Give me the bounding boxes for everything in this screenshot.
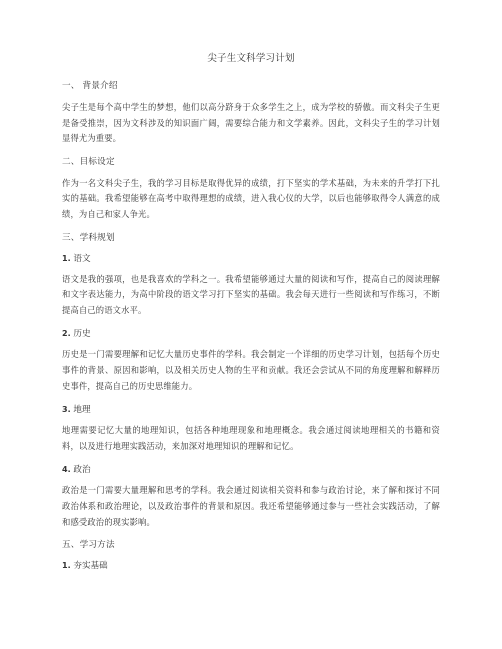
document-title: 尖子生文科学习计划: [207, 53, 295, 64]
method-heading-foundation: [62, 559, 440, 573]
section-paragraph-goals: 作为一名文科尖子生，我的学习目标是取得优异的成绩，打下坚实的学术基础，为未来的升学打下扎实的基础。我希望能够在高考中取得理想的成绩，进入我心仪的大学，以后也能够取得令人满意的成绩，为自己和家人争光。: [62, 177, 440, 219]
subject-heading-chinese: [62, 252, 440, 266]
subject-number: 3.: [62, 405, 71, 415]
subject-heading-history: [62, 327, 440, 341]
subject-paragraph-history: 历史是一门需要理解和记忆大量历史事件的学科。我会制定一个详细的历史学习计划，包括每个历史事件的背景、原因和影响，以及相关历史人物的生平和贡献。我还会尝试从不同的角度理解和解释历史事件，提高自己的历史思维能力。: [62, 349, 440, 391]
subject-heading-geography: [62, 403, 440, 417]
section-heading-subject-plan: 三、学科规划: [62, 232, 115, 243]
method-number: 1.: [62, 561, 71, 571]
subject-paragraph-chinese: 语文是我的强项，也是我喜欢的学科之一。我希望能够通过大量的阅读和写作，提高自己的阅读理解和文字表达能力，为高中阶段的语文学习打下坚实的基础。我会每天进行一些阅读和写作练习，不断提高自己的语文水平。: [62, 273, 440, 315]
subject-heading-politics: [62, 463, 440, 477]
subject-number: 1.: [62, 253, 71, 263]
section-heading-goals: 二、目标设定: [62, 156, 115, 167]
method-name: 夯实基础: [73, 561, 108, 572]
subject-number: 4.: [62, 465, 71, 475]
subject-name: 地理: [73, 405, 91, 416]
subject-name: 语文: [73, 253, 91, 264]
subject-paragraph-politics: 政治是一门需要大量理解和思考的学科。我会通过阅读相关资料和参与政治讨论，来了解和探讨不同政治体系和政治理论，以及政治事件的背景和原因。我还希望能够通过参与一些社会实践活动，了解和感受政治的现实影响。: [62, 485, 440, 527]
subject-paragraph-geography: 地理需要记忆大量的地理知识，包括各种地理现象和地理概念。我会通过阅读地理相关的书籍和资料，以及进行地理实践活动，来加深对地理知识的理解和记忆。: [62, 425, 440, 451]
document-page: [62, 52, 440, 579]
section-heading-study-methods: 五、学习方法: [62, 540, 115, 551]
section-heading-background: 一、 背景介绍: [62, 81, 118, 91]
section-paragraph-background: 尖子生是每个高中学生的梦想，他们以高分跻身于众多学生之上，成为学校的骄傲。而文科尖子生更是备受推崇，因为文科涉及的知识面广阔，需要综合能力和文学素养。因此，文科尖子生的学习计划显得尤为重要。: [62, 102, 440, 144]
subject-name: 政治: [73, 465, 91, 476]
subject-number: 2.: [62, 329, 71, 339]
subject-name: 历史: [73, 329, 91, 340]
